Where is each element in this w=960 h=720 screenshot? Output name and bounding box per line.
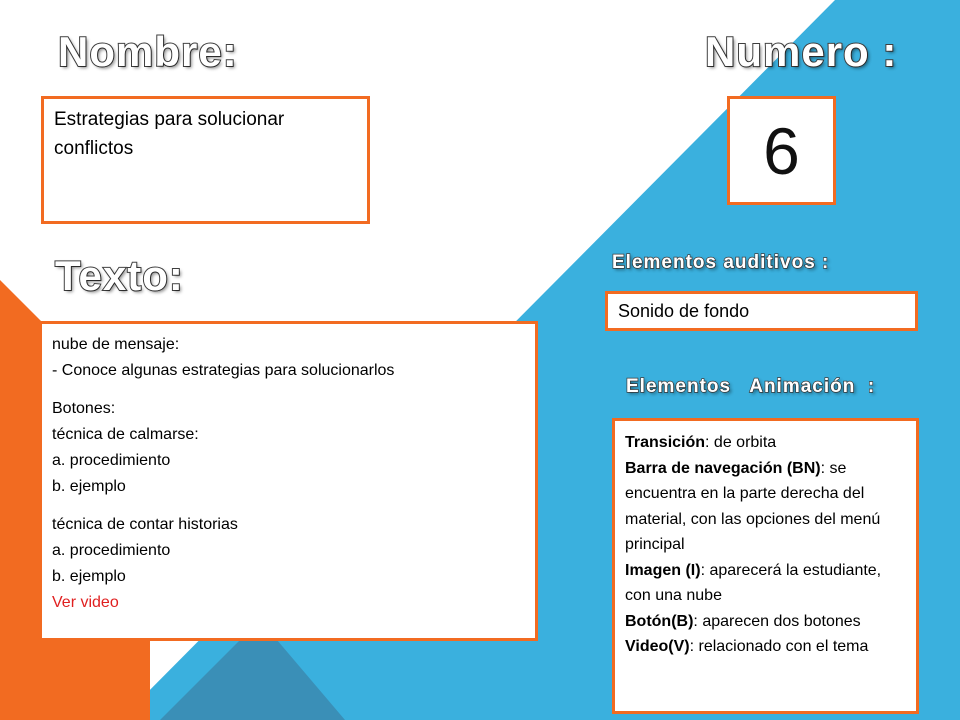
auditivos-heading: Elementos auditivos : — [612, 252, 830, 273]
texto-line: a. procedimiento — [52, 452, 171, 469]
animacion-text — [625, 430, 906, 660]
texto-line: b. ejemplo — [52, 478, 126, 495]
nombre-value: Estrategias para solucionar conflictos — [54, 109, 285, 159]
barra-text: : se encuentra en la parte derecha del material, con las opciones del menú principal — [625, 459, 881, 553]
texto-heading: Texto: — [55, 252, 184, 299]
texto-line: - Conoce algunas estrategias para solucionarlos — [52, 362, 395, 379]
nombre-heading: Nombre: — [58, 28, 238, 75]
nombre-box — [41, 96, 370, 224]
auditivos-value: Sonido de fondo — [618, 301, 750, 321]
texto-line: a. procedimiento — [52, 542, 171, 559]
texto-line: técnica de calmarse: — [52, 426, 199, 443]
video-text: : relacionado con el tema — [689, 638, 869, 655]
animacion-heading: Elementos Animación : — [626, 376, 876, 397]
texto-line: técnica de contar historias — [52, 516, 238, 533]
numero-heading: Numero : — [705, 28, 898, 75]
boton-label: Botón(B) — [625, 612, 694, 630]
texto-box — [39, 321, 538, 641]
texto-line: nube de mensaje: — [52, 336, 180, 353]
boton-text: : aparecen dos botones — [693, 612, 861, 630]
barra-label: Barra de navegación (BN) — [625, 459, 821, 477]
video-label: Video(V) — [625, 638, 690, 655]
transicion-text: : de orbita — [705, 434, 777, 451]
numero-value: 6 — [763, 113, 800, 188]
animacion-box — [612, 418, 919, 714]
imagen-label: Imagen (I) — [625, 561, 701, 579]
texto-line: b. ejemplo — [52, 568, 126, 585]
auditivos-box — [605, 291, 918, 331]
transicion-label: Transición — [625, 434, 706, 451]
numero-box — [727, 96, 836, 205]
ver-video-link[interactable]: Ver video — [52, 594, 119, 611]
texto-line: Botones: — [52, 400, 116, 417]
imagen-text: : aparecerá la estudiante, con una nube — [625, 561, 882, 604]
